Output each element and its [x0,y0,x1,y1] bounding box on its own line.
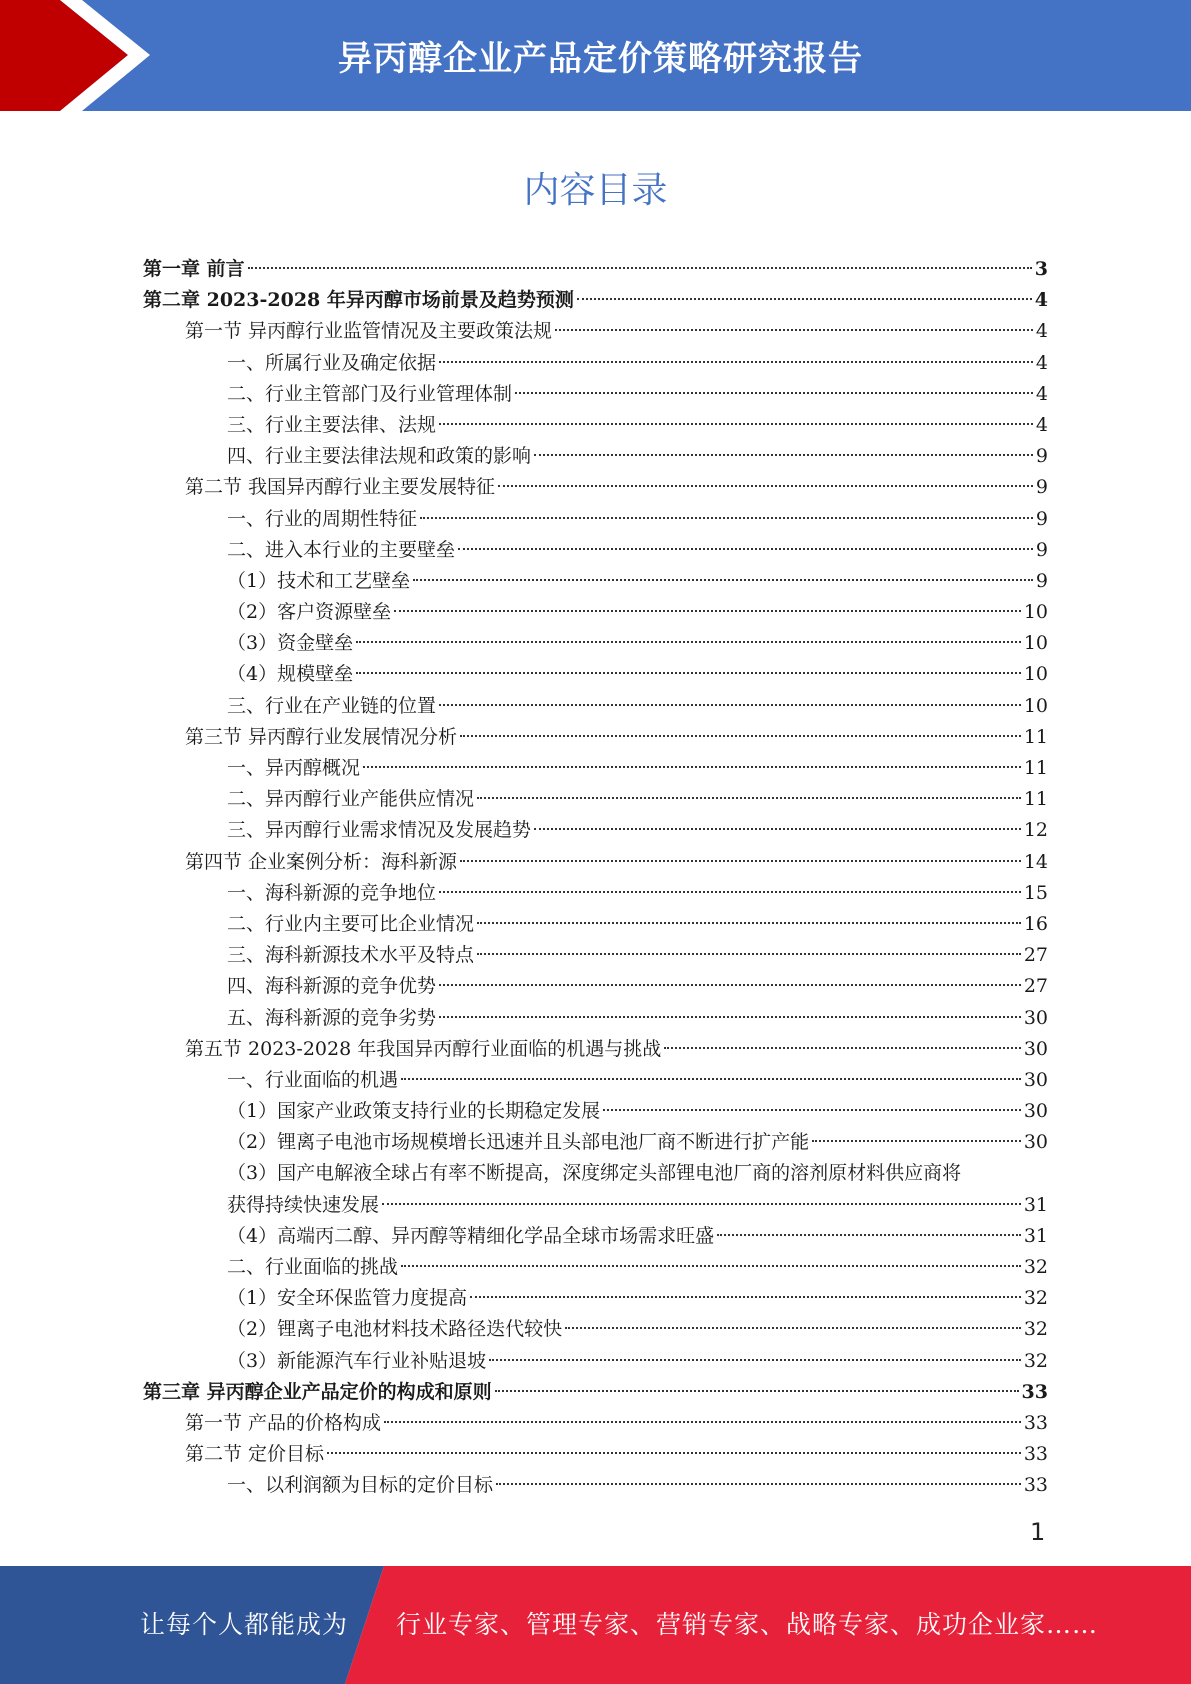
toc-entry[interactable] [143,691,1048,722]
toc-entry-title: （4）规模壁垒 [227,663,354,686]
toc-leader-dots [356,641,1021,643]
toc-entry-title: （2）锂离子电池材料技术路径迭代较快 [227,1318,563,1341]
toc-entry-page: 3 [1034,258,1048,280]
toc-entry-page: 14 [1023,850,1048,873]
toc-leader-dots [477,953,1021,955]
toc-entry[interactable] [143,1377,1048,1408]
toc-leader-dots [382,1203,1021,1205]
toc-entry[interactable] [143,379,1048,410]
toc-leader-dots [477,797,1021,799]
toc-entry-page: 4 [1035,351,1048,374]
toc-entry-title: 第一章 前言 [143,258,245,280]
toc-entry-page: 30 [1023,1131,1048,1154]
toc-entry[interactable] [143,1408,1048,1439]
toc-entry[interactable] [143,815,1048,846]
toc-leader-dots [812,1140,1021,1142]
toc-entry-page: 9 [1035,507,1048,530]
toc-entry-page: 4 [1035,320,1048,343]
toc-leader-dots [489,1359,1021,1361]
toc-entry[interactable] [143,1065,1048,1096]
toc-entry-title: 二、行业主管部门及行业管理体制 [227,382,513,405]
toc-entry-page: 9 [1035,476,1048,499]
toc-entry-page: 15 [1023,881,1048,904]
toc-entry[interactable] [143,441,1048,472]
toc-entry-title: 三、海科新源技术水平及特点 [227,944,475,967]
toc-entry-title: （2）锂离子电池市场规模增长迅速并且头部电池厂商不断进行扩产能 [227,1131,810,1154]
toc-entry[interactable] [143,1127,1048,1158]
toc-entry[interactable] [143,254,1048,285]
toc-entry-title: 四、海科新源的竞争优势 [227,975,437,998]
toc-leader-dots [717,1234,1021,1236]
toc-leader-dots [439,423,1033,425]
toc-entry[interactable] [143,1439,1048,1470]
toc-entry-page: 16 [1023,912,1048,935]
toc-entry-title: （3）国产电解液全球占有率不断提高，深度绑定头部锂电池厂商的溶剂原材料供应商将 [227,1162,962,1185]
toc-leader-dots [555,329,1033,331]
toc-entry-title: 第二章 2023-2028 年异丙醇市场前景及趋势预测 [143,289,574,312]
toc-entry-page: 31 [1023,1193,1048,1216]
toc-entry-title: 二、异丙醇行业产能供应情况 [227,788,475,811]
toc-entry-title: 第一节 产品的价格构成 [185,1411,382,1434]
toc-entry-title: 一、海科新源的竞争地位 [227,881,437,904]
toc-leader-dots [413,579,1033,581]
toc-entry[interactable] [143,722,1048,753]
toc-entry[interactable] [143,940,1048,971]
toc-leader-dots [664,1047,1021,1049]
toc-entry-page: 9 [1035,569,1048,592]
toc-entry-title: 三、异丙醇行业需求情况及发展趋势 [227,819,532,842]
toc-entry[interactable] [143,410,1048,441]
toc-entry-title: （1）安全环保监管力度提高 [227,1287,468,1310]
toc-leader-dots [477,922,1021,924]
footer-slogan-right: 行业专家、管理专家、营销专家、战略专家、成功企业家…… [396,1610,1099,1639]
toc-entry-title: 第三章 异丙醇企业产品定价的构成和原则 [143,1380,492,1403]
toc-leader-dots [460,735,1021,737]
toc-entry-title: 第四节 企业案例分析：海科新源 [185,850,458,873]
toc-entry[interactable] [143,1314,1048,1345]
toc-leader-dots [384,1421,1021,1423]
toc-entry-title: 四、行业主要法律法规和政策的影响 [227,445,532,468]
toc-entry-title: （2）客户资源壁垒 [227,601,392,624]
toc-entry[interactable] [143,1158,1048,1220]
header-arrow-decoration [0,0,160,111]
toc-entry-page: 30 [1023,1037,1048,1060]
toc-entry-title: 第五节 2023-2028 年我国异丙醇行业面临的机遇与挑战 [185,1037,662,1060]
toc-entry-page: 33 [1023,1443,1048,1466]
toc-leader-dots [603,1109,1021,1111]
toc-leader-dots [577,298,1032,300]
report-title: 异丙醇企业产品定价策略研究报告 [338,39,863,79]
toc-leader-dots [439,984,1021,986]
toc-entry[interactable] [143,504,1048,535]
toc-leader-dots [515,392,1033,394]
toc-entry-title: 第二节 我国异丙醇行业主要发展特征 [185,476,496,499]
toc-leader-dots [439,704,1021,706]
toc-entry[interactable] [143,753,1048,784]
toc-entry-title: （1）国家产业政策支持行业的长期稳定发展 [227,1100,601,1123]
toc-entry[interactable] [143,597,1048,628]
toc-entry[interactable] [143,1034,1048,1065]
toc-entry-title: （4）高端丙二醇、异丙醇等精细化学品全球市场需求旺盛 [227,1224,715,1247]
toc-entry[interactable] [143,316,1048,347]
toc-entry-page: 30 [1023,1068,1048,1091]
toc-entry-page: 33 [1023,1474,1048,1497]
toc-entry-page: 11 [1023,725,1048,748]
toc-entry[interactable] [143,1252,1048,1283]
toc-entry[interactable] [143,1470,1048,1501]
toc-leader-dots [439,1016,1021,1018]
toc-heading: 内容目录 [523,170,668,211]
toc-entry[interactable] [143,1003,1048,1034]
toc-leader-dots [439,891,1021,893]
toc-entry-page: 32 [1023,1349,1048,1372]
toc-entry-title: 三、行业主要法律、法规 [227,413,437,436]
toc-entry[interactable] [143,628,1048,659]
toc-leader-dots [458,548,1033,550]
toc-leader-dots [248,267,1032,269]
toc-leader-dots [495,1390,1019,1392]
toc-entry-page: 11 [1023,788,1048,811]
toc-entry[interactable] [143,971,1048,1002]
toc-entry-title: （3）新能源汽车行业补贴退坡 [227,1349,487,1372]
toc-leader-dots [356,672,1021,674]
toc-entry[interactable] [143,1346,1048,1377]
toc-entry-page: 10 [1023,694,1048,717]
toc-entry[interactable] [143,535,1048,566]
toc-entry-page: 32 [1023,1256,1048,1279]
toc-entry-page: 33 [1021,1380,1048,1403]
toc-entry-title: 第一节 异丙醇行业监管情况及主要政策法规 [185,320,553,343]
toc-entry-title: 三、行业在产业链的位置 [227,694,437,717]
toc-entry-title: （1）技术和工艺壁垒 [227,569,411,592]
toc-entry-page: 27 [1023,944,1048,967]
toc-entry-page: 4 [1035,382,1048,405]
table-of-contents [143,254,1048,1502]
toc-entry-title: 一、行业面临的机遇 [227,1068,399,1091]
toc-leader-dots [496,1483,1021,1485]
toc-entry-page: 32 [1023,1318,1048,1341]
toc-entry[interactable] [143,659,1048,690]
toc-entry-page: 9 [1035,445,1048,468]
toc-entry[interactable] [143,285,1048,316]
toc-leader-dots [401,1265,1021,1267]
toc-entry-page: 32 [1023,1287,1048,1310]
toc-leader-dots [460,860,1021,862]
toc-leader-dots [420,517,1033,519]
toc-entry[interactable] [143,909,1048,940]
toc-entry-title: 第二节 定价目标 [185,1443,325,1466]
toc-entry-page: 10 [1023,601,1048,624]
toc-leader-dots [534,828,1021,830]
toc-leader-dots [401,1078,1021,1080]
toc-entry-title: （3）资金壁垒 [227,632,354,655]
toc-entry-title: 二、行业面临的挑战 [227,1256,399,1279]
page-number: 1 [1030,1518,1046,1546]
toc-entry[interactable] [143,348,1048,379]
toc-entry[interactable] [143,878,1048,909]
toc-leader-dots [327,1452,1021,1454]
toc-entry[interactable] [143,566,1048,597]
toc-entry-title-continued: 获得持续快速发展 [227,1193,380,1216]
toc-entry-title: 一、异丙醇概况 [227,757,361,779]
toc-entry-page: 4 [1035,413,1048,436]
toc-entry[interactable] [143,1283,1048,1314]
toc-entry[interactable] [143,1096,1048,1127]
toc-entry-page: 30 [1023,1100,1048,1123]
toc-entry-page: 12 [1023,819,1048,842]
toc-entry-page: 9 [1035,538,1048,561]
toc-entry-page: 11 [1023,757,1048,779]
toc-entry-page: 27 [1023,975,1048,998]
footer-slogan-left: 让每个人都能成为 [140,1610,349,1639]
toc-entry-title: 二、进入本行业的主要壁垒 [227,538,456,561]
toc-entry[interactable] [143,847,1048,878]
footer-banner [0,1566,1191,1684]
toc-entry[interactable] [143,1221,1048,1252]
toc-leader-dots [565,1327,1021,1329]
toc-entry-title: 二、行业内主要可比企业情况 [227,912,475,935]
toc-entry[interactable] [143,472,1048,503]
toc-entry-title: 第三节 异丙醇行业发展情况分析 [185,725,458,748]
toc-entry-page: 31 [1023,1224,1048,1247]
toc-entry-title: 五、海科新源的竞争劣势 [227,1006,437,1029]
toc-leader-dots [470,1296,1021,1298]
toc-entry-page: 30 [1023,1006,1048,1029]
toc-entry-page: 4 [1034,289,1048,312]
toc-leader-dots [363,766,1021,768]
toc-entry-title: 一、行业的周期性特征 [227,507,418,530]
toc-leader-dots [394,610,1021,612]
toc-entry[interactable] [143,784,1048,815]
toc-entry-title: 一、以利润额为目标的定价目标 [227,1474,494,1497]
toc-leader-dots [439,361,1033,363]
toc-entry-page: 33 [1023,1411,1048,1434]
toc-entry-page: 10 [1023,663,1048,686]
toc-leader-dots [534,454,1033,456]
toc-entry-page: 10 [1023,632,1048,655]
toc-entry-title: 一、所属行业及确定依据 [227,351,437,374]
toc-leader-dots [498,485,1033,487]
